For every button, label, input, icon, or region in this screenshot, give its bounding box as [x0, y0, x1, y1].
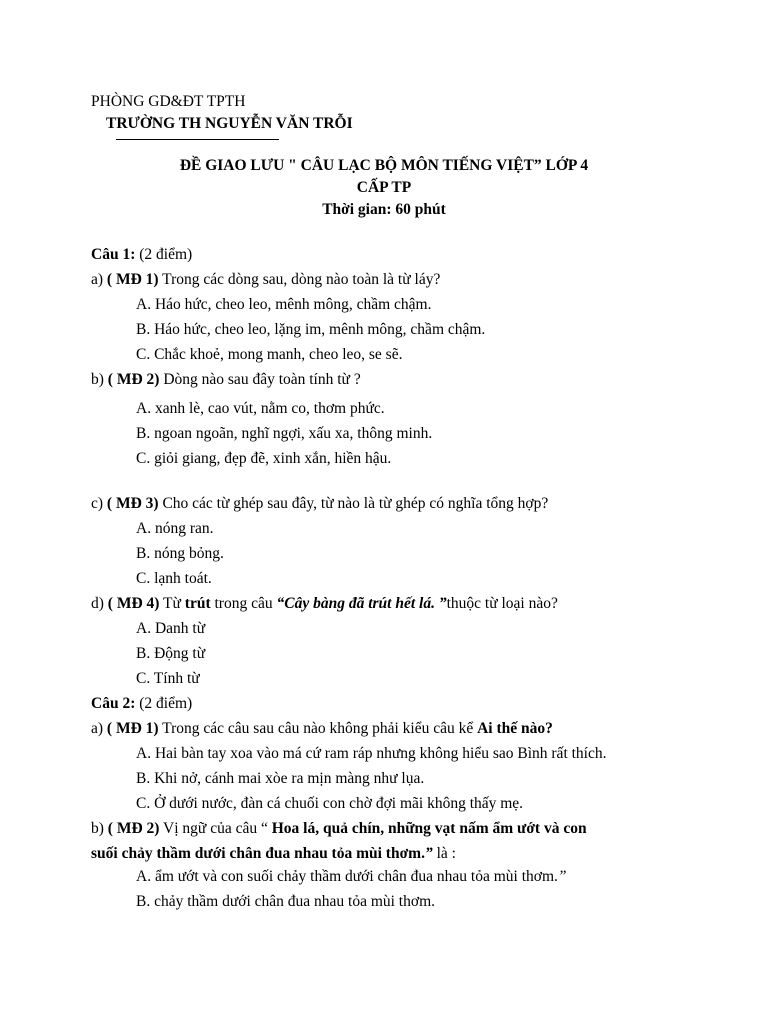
- part-text: thuộc từ loại nào?: [446, 595, 558, 612]
- target-word: trút: [184, 595, 211, 612]
- question-2a: [91, 719, 553, 739]
- question-1a: [91, 270, 440, 290]
- school-name: TRƯỜNG TH NGUYỄN VĂN TRỖI: [106, 115, 353, 132]
- exam-title: ĐỀ GIAO LƯU " CÂU LẠC BỘ MÔN TIẾNG VIỆT” LỚP 4: [179, 157, 589, 174]
- level-label: ( MĐ 2): [107, 820, 160, 837]
- part-text: trong câu: [210, 595, 277, 612]
- part-text: Cho các từ ghép sau đây, từ nào là từ ghép có nghĩa tổng hợp?: [158, 495, 549, 512]
- question-2b-continued: [91, 844, 456, 864]
- part-prefix: a): [91, 271, 107, 288]
- part-text: là :: [432, 845, 456, 862]
- sentence-type: Ai thế nào?: [477, 720, 553, 737]
- part-prefix: c): [91, 495, 107, 512]
- header-underline: [116, 139, 279, 140]
- option: C. lạnh toát.: [136, 570, 212, 587]
- option: B. chảy thầm dưới chân đua nhau tỏa mùi thơm.: [136, 893, 435, 910]
- closing-quote: ”: [557, 868, 567, 885]
- question-1c: [91, 494, 548, 514]
- option: B. nóng bỏng.: [136, 545, 224, 562]
- option: C. giỏi giang, đẹp đẽ, xinh xắn, hiền hậu.: [136, 450, 392, 467]
- question-1-heading: [91, 245, 192, 265]
- level-label: ( MĐ 4): [107, 595, 160, 612]
- option: C. Tính từ: [136, 670, 200, 687]
- option: A. Háo hức, cheo leo, mênh mông, chầm chậm.: [136, 296, 432, 313]
- quoted-sentence: Hoa lá, quả chín, những vạt nấm ẩm ướt và con: [271, 820, 587, 837]
- exam-level: CẤP TP: [356, 179, 412, 196]
- part-prefix: b): [91, 820, 108, 837]
- question-label: Câu 2:: [91, 695, 136, 712]
- part-text: Trong các câu sau câu nào không phải kiểu câu kể: [158, 720, 478, 737]
- part-text: Dòng nào sau đây toàn tính từ ?: [159, 371, 361, 388]
- question-points: (2 điểm): [135, 246, 193, 263]
- option: A. Hai bàn tay xoa vào má cứ ram ráp nhưng không hiểu sao Bình rất thích.: [136, 745, 607, 762]
- closing-quote: ”: [424, 845, 433, 862]
- part-prefix: b): [91, 371, 108, 388]
- question-points: (2 điểm): [135, 695, 193, 712]
- part-prefix: d): [91, 595, 108, 612]
- question-label: Câu 1:: [91, 246, 136, 263]
- option: A. Danh từ: [136, 620, 206, 637]
- quoted-sentence: “Cây bàng đã trút hết lá. ”: [276, 595, 447, 612]
- exam-time: Thời gian: 60 phút: [322, 201, 446, 218]
- part-prefix: a): [91, 720, 107, 737]
- quoted-sentence: suối chảy thầm dưới chân đua nhau tỏa mùi thơm.: [91, 845, 425, 862]
- option: [136, 867, 567, 887]
- option: B. ngoan ngoãn, nghĩ ngợi, xấu xa, thông minh.: [136, 425, 433, 442]
- level-label: ( MĐ 1): [106, 720, 159, 737]
- option: C. Ở dưới nước, đàn cá chuối con chờ đợi mãi không thấy mẹ.: [136, 795, 524, 812]
- option: C. Chắc khoẻ, mong manh, cheo leo, se sẽ.: [136, 346, 403, 363]
- part-text: Vị ngữ của câu “: [159, 820, 272, 837]
- department-name: PHÒNG GD&ĐT TPTH: [91, 93, 246, 110]
- level-label: ( MĐ 2): [107, 371, 160, 388]
- question-1b: [91, 370, 361, 390]
- option: B. Động từ: [136, 645, 206, 662]
- part-text: Từ: [159, 595, 185, 612]
- level-label: ( MĐ 3): [106, 495, 159, 512]
- option: B. Khi nở, cánh mai xòe ra mịn màng như lụa.: [136, 770, 425, 787]
- question-2b: [91, 819, 587, 839]
- part-text: Trong các dòng sau, dòng nào toàn là từ láy?: [158, 271, 441, 288]
- option: A. nóng ran.: [136, 520, 214, 537]
- question-2-heading: [91, 694, 192, 714]
- level-label: ( MĐ 1): [106, 271, 159, 288]
- question-1d: [91, 594, 558, 614]
- option: B. Háo hức, cheo leo, lặng im, mênh mông, chầm chậm.: [136, 321, 486, 338]
- option-text: A. ẩm ướt và con suối chảy thầm dưới chân đua nhau tỏa mùi thơm.: [136, 868, 558, 885]
- option: A. xanh lè, cao vút, nằm co, thơm phức.: [136, 400, 385, 417]
